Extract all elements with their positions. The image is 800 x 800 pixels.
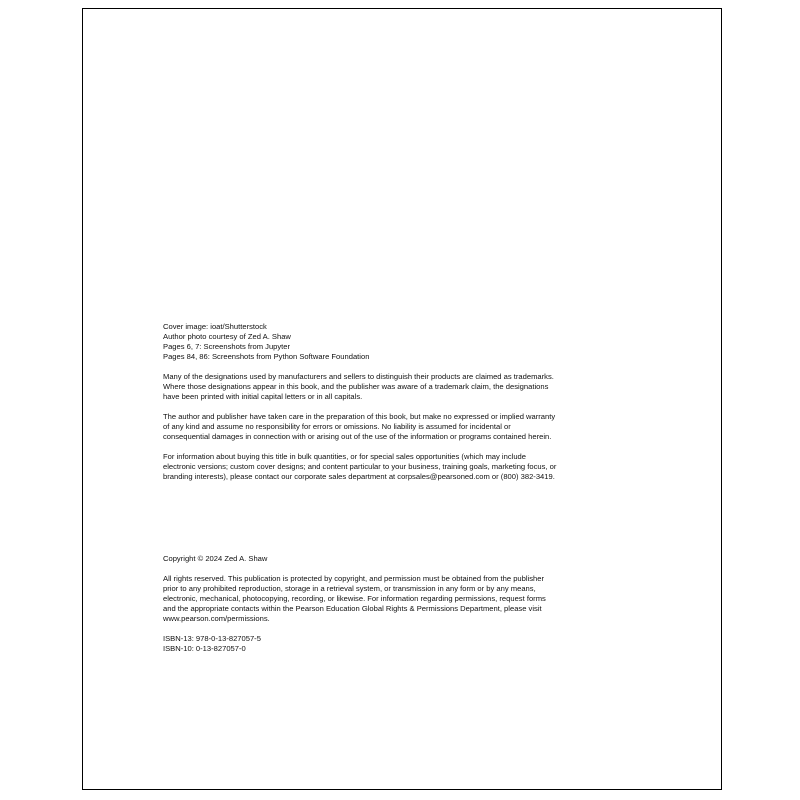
isbn-10: ISBN-10: 0-13-827057-0 xyxy=(163,644,246,653)
isbn-block xyxy=(163,634,643,654)
rights-line: prior to any prohibited reproduction, storage in a retrieval system, or transmission in any form or by any means, xyxy=(163,584,536,593)
credit-line-cover: Cover image: ioat/Shutterstock xyxy=(163,322,267,331)
trademarks-line: Where those designations appear in this book, and the publisher was aware of a trademark claim, the designations xyxy=(163,382,549,391)
rights-line: All rights reserved. This publication is protected by copyright, and permission must be obtained from the publisher xyxy=(163,574,545,583)
disclaimer-line: of any kind and assume no responsibility for errors or omissions. No liability is assumed for incidental or xyxy=(163,422,511,431)
copyright-line: Copyright © 2024 Zed A. Shaw xyxy=(163,554,268,563)
disclaimer-paragraph xyxy=(163,412,643,442)
disclaimer-line: consequential damages in connection with or arising out of the use of the information or programs contained herein. xyxy=(163,432,552,441)
credits-block xyxy=(163,322,643,362)
trademarks-line: Many of the designations used by manufacturers and sellers to distinguish their products are claimed as trademarks. xyxy=(163,372,554,381)
trademarks-line: have been printed with initial capital letters or in all capitals. xyxy=(163,392,363,401)
rights-paragraph xyxy=(163,574,643,624)
copyright-page xyxy=(82,8,722,790)
trademarks-paragraph xyxy=(163,372,643,402)
rights-line: and the appropriate contacts within the Pearson Education Global Rights & Permissions Department, please visit xyxy=(163,604,542,613)
credit-line-author-photo: Author photo courtesy of Zed A. Shaw xyxy=(163,332,291,341)
sales-line: branding interests), please contact our corporate sales department at corpsales@pearsoned.com or (800) 382-3419. xyxy=(163,472,555,481)
copyright-notice xyxy=(163,554,643,564)
isbn-13: ISBN-13: 978-0-13-827057-5 xyxy=(163,634,261,643)
rights-line: www.pearson.com/permissions. xyxy=(163,614,270,623)
credit-line-psf: Pages 84, 86: Screenshots from Python Software Foundation xyxy=(163,352,370,361)
credit-line-jupyter: Pages 6, 7: Screenshots from Jupyter xyxy=(163,342,291,351)
sales-line: For information about buying this title in bulk quantities, or for special sales opportunities (which may include xyxy=(163,452,526,461)
sales-line: electronic versions; custom cover designs; and content particular to your business, training goals, marketing focus, or xyxy=(163,462,557,471)
sales-paragraph xyxy=(163,452,643,482)
disclaimer-line: The author and publisher have taken care in the preparation of this book, but make no expressed or implied warranty xyxy=(163,412,556,421)
page-content xyxy=(163,322,643,664)
section-spacer xyxy=(163,492,643,554)
rights-line: electronic, mechanical, photocopying, recording, or likewise. For information regarding permissions, request forms xyxy=(163,594,546,603)
